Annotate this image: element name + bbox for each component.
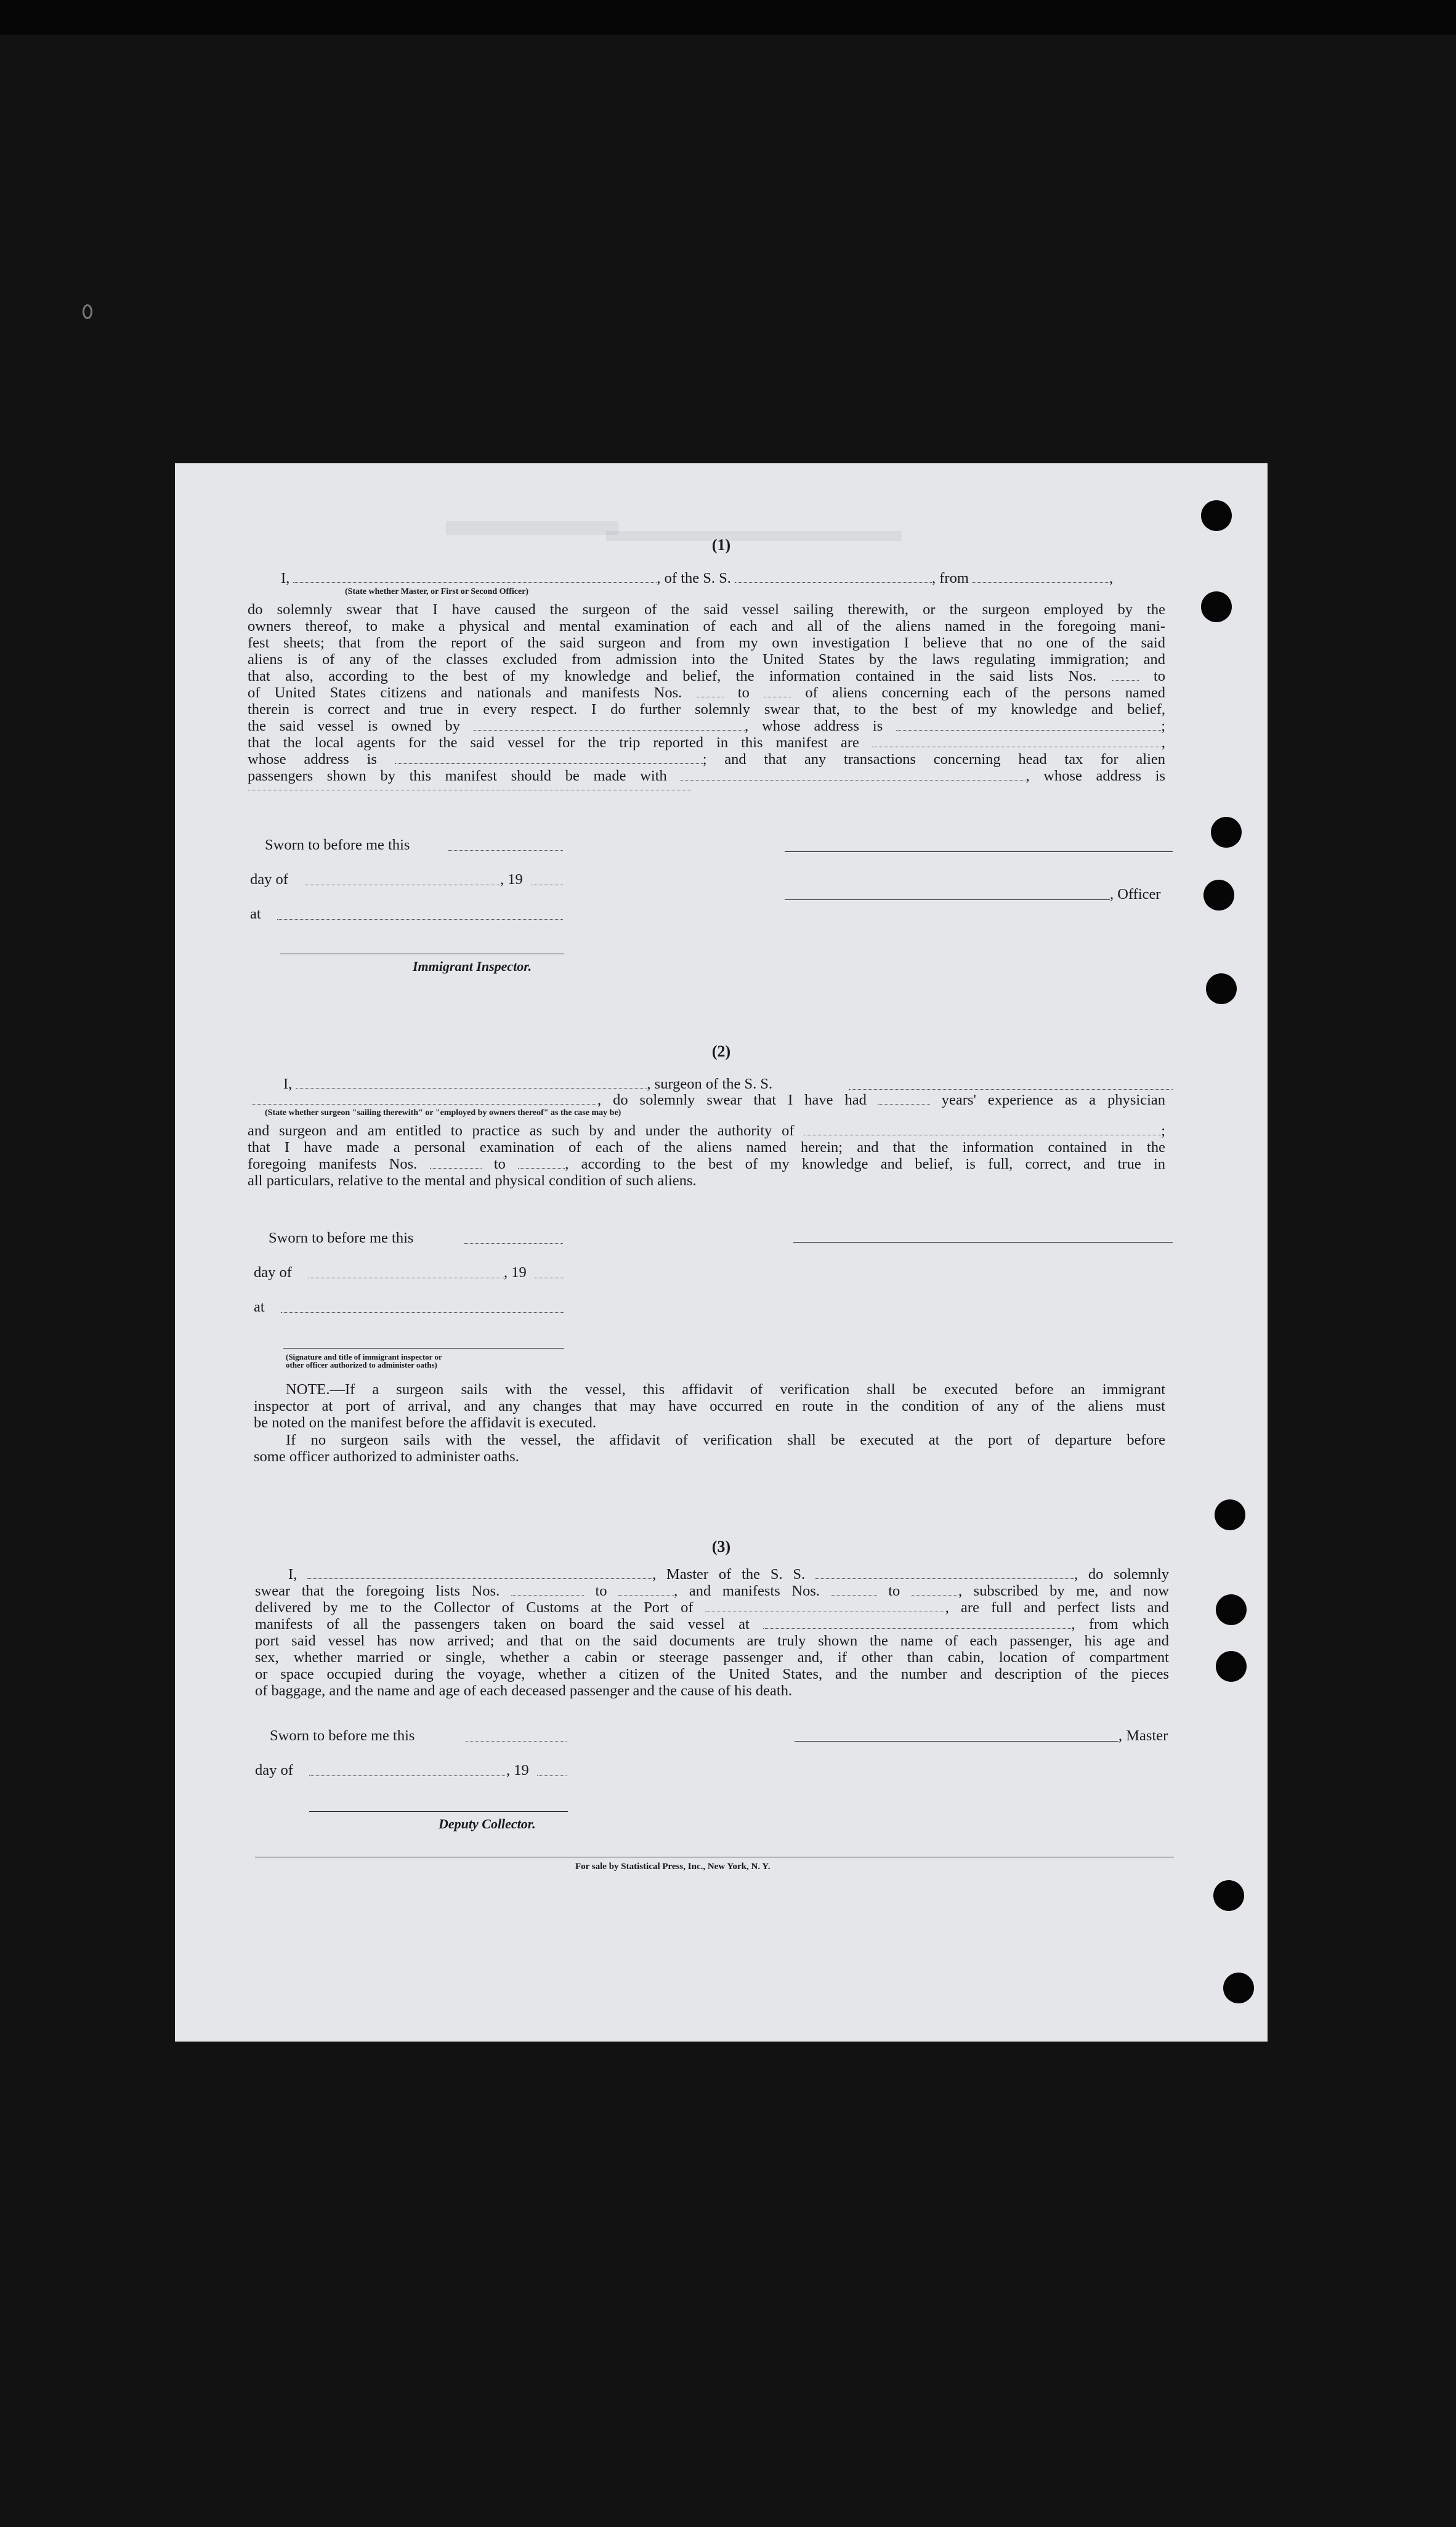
binding-hole <box>1201 591 1232 622</box>
port-field[interactable] <box>705 1599 945 1612</box>
sworn-label: Sworn to before me this <box>269 1230 414 1246</box>
field-caption: (State whether Master, or First or Second Officer) <box>345 587 529 596</box>
collector-manifests-to-field[interactable] <box>912 1583 958 1596</box>
master-lists-line: that also, according to the best of my knowledge and belief, the information contained in the said lists Nos. to <box>248 668 1165 684</box>
binding-hole <box>1211 817 1242 848</box>
surgeon-signature-line[interactable] <box>793 1242 1173 1243</box>
vessel-name-field[interactable] <box>735 570 932 583</box>
master-body-line: aliens is of any of the classes excluded from admission into the United States by the laws regulating immigration; and <box>248 651 1165 668</box>
place-field[interactable] <box>277 919 563 920</box>
headtax-agent-field[interactable] <box>681 768 1025 781</box>
sworn-label: Sworn to before me this <box>265 837 410 853</box>
master-agents-line: that the local agents for the said vessel for the trip reported in this manifest are , <box>248 734 1166 751</box>
manifests-from-field[interactable] <box>697 684 724 697</box>
bleed-through-text <box>446 521 618 535</box>
year-label: , 19 <box>506 1762 529 1779</box>
collector-lists-to-field[interactable] <box>618 1583 674 1596</box>
master-line-1: I, , of the S. S. , from , <box>281 570 1114 586</box>
years-experience-field[interactable] <box>878 1092 930 1105</box>
inspector-caption: Immigrant Inspector. <box>413 959 532 974</box>
sworn-day-field[interactable] <box>466 1741 567 1742</box>
surgeon-vessel-field[interactable] <box>849 1089 1173 1090</box>
master-body-line: fest sheets; that from the report of the said surgeon and from my own investigation I believe that no one of the said <box>248 635 1165 651</box>
surgeon-name-field[interactable] <box>296 1076 647 1089</box>
collector-manifests-from-field[interactable] <box>831 1583 877 1596</box>
master-body-line: therein is correct and true in every respect. I do further solemnly swear that, to the best of my knowledge and belief, <box>248 701 1165 718</box>
note-line: If no surgeon sails with the vessel, the affidavit of verification shall be executed at the port of departure before <box>286 1432 1165 1448</box>
surgeon-status-field[interactable] <box>253 1092 597 1105</box>
note-line: inspector at port of arrival, and any changes that may have occurred en route in the condition of any of the aliens must <box>254 1398 1165 1414</box>
master-name-field[interactable] <box>307 1566 652 1579</box>
surgeon-line-1: I, , surgeon of the S. S. <box>283 1076 773 1092</box>
day-of-label: day of <box>250 871 288 888</box>
field-caption: (Signature and title of immigrant inspector or <box>286 1352 442 1361</box>
scan-speck <box>83 304 92 319</box>
master-signature-line[interactable] <box>795 1741 1118 1742</box>
binding-hole <box>1215 1499 1245 1530</box>
owner-field[interactable] <box>474 718 745 731</box>
master-citizens-line: of United States citizens and nationals and manifests Nos. to of aliens concerning each of the persons named <box>248 684 1166 701</box>
section-number: (2) <box>711 1042 731 1060</box>
field-caption: other officer authorized to administer oaths) <box>286 1360 437 1369</box>
sworn-label: Sworn to before me this <box>270 1727 415 1744</box>
publisher-line: For sale by Statistical Press, Inc., New York, N. Y. <box>575 1862 770 1872</box>
collector-body-line: port said vessel has now arrived; and that on the said documents are truly shown the name of each passenger, his age and <box>255 1633 1169 1649</box>
binding-hole <box>1203 880 1234 911</box>
master-body-line: do solemnly swear that I have caused the surgeon of the said vessel sailing therewith, or the surgeon employed by the <box>248 601 1165 618</box>
surgeon-manifests-to-field[interactable] <box>518 1156 565 1169</box>
surgeon-authority-line: and surgeon and am entitled to practice as such by and under the authority of ; <box>248 1122 1166 1139</box>
officer-signature-line[interactable] <box>785 851 1173 852</box>
collector-body-line: of baggage, and the name and age of each deceased passenger and the cause of his death. <box>255 1682 793 1699</box>
year-field[interactable] <box>537 1775 567 1776</box>
lists-from-field[interactable] <box>1112 668 1139 681</box>
collector-vessel-field[interactable] <box>815 1566 1074 1579</box>
binding-hole <box>1216 1651 1247 1682</box>
officer-label: , Officer <box>1110 886 1161 902</box>
agents-field[interactable] <box>872 734 1162 747</box>
departure-port-field[interactable] <box>973 570 1109 583</box>
year-label: , 19 <box>500 871 523 888</box>
field-caption: (State whether surgeon "sailing therewith" or "employed by owners thereof" as the case may be) <box>265 1108 621 1117</box>
surgeon-line-2: , do solemnly swear that I have had years' experience as a physician <box>253 1092 1165 1109</box>
note-line: some officer authorized to administer oaths. <box>254 1448 519 1465</box>
master-label: , Master <box>1118 1727 1168 1744</box>
master-body-line: owners thereof, to make a physical and mental examination of each and all of the aliens named in the foregoing mani- <box>248 618 1165 635</box>
surgeon-body-line: all particulars, relative to the mental and physical condition of such aliens. <box>248 1172 697 1189</box>
deputy-signature-line[interactable] <box>309 1811 568 1812</box>
day-of-label: day of <box>254 1264 292 1281</box>
sworn-day-field[interactable] <box>448 850 563 851</box>
owner-address-field[interactable] <box>896 718 1161 731</box>
collector-line-4: manifests of all the passengers taken on board the said vessel at , from which <box>255 1616 1169 1633</box>
sworn-day-field[interactable] <box>464 1243 563 1244</box>
manifests-to-field[interactable] <box>764 684 791 697</box>
collector-line-2: swear that the foregoing lists Nos. to , and manifests Nos. to , subscribed by me, and now <box>255 1583 1170 1599</box>
day-of-label: day of <box>255 1762 293 1779</box>
surgeon-manifests-from-field[interactable] <box>430 1156 482 1169</box>
embarkation-port-field[interactable] <box>763 1616 1071 1629</box>
collector-body-line: or space occupied during the voyage, whether a citizen of the United States, and the number and description of the pieces <box>255 1666 1169 1682</box>
at-label: at <box>254 1299 265 1315</box>
scan-top-border <box>0 0 1456 34</box>
surgeon-body-line: that I have made a personal examination of each of the aliens named herein; and that the information contained in the <box>248 1139 1165 1156</box>
officer-title-line[interactable] <box>785 899 1110 900</box>
collector-lists-from-field[interactable] <box>511 1583 584 1596</box>
binding-hole <box>1201 500 1232 531</box>
note-line: NOTE.—If a surgeon sails with the vessel, this affidavit of verification shall be executed before an immigrant <box>286 1381 1165 1398</box>
authorized-officer-signature-line[interactable] <box>283 1348 564 1349</box>
section-number: (1) <box>711 536 731 554</box>
month-field[interactable] <box>309 1775 506 1776</box>
collector-body-line: sex, whether married or single, whether a cabin or steerage passenger and, if other than cabin, location of compartment <box>255 1649 1169 1666</box>
collector-line-3: delivered by me to the Collector of Customs at the Port of , are full and perfect lists and <box>255 1599 1170 1616</box>
place-field[interactable] <box>281 1312 564 1313</box>
deputy-caption: Deputy Collector. <box>439 1816 536 1831</box>
officer-name-field[interactable] <box>293 570 657 583</box>
surgeon-manifests-line: foregoing manifests Nos. to , according to the best of my knowledge and belief, is full, correct, and true in <box>248 1156 1166 1172</box>
manifest-verification-page <box>175 463 1268 2042</box>
master-owner-line: the said vessel is owned by , whose address is ; <box>248 718 1165 734</box>
master-headtax-line: passengers shown by this manifest should be made with , whose address is <box>248 768 1166 784</box>
binding-hole <box>1223 1973 1254 2003</box>
year-label: , 19 <box>504 1264 527 1281</box>
note-line: be noted on the manifest before the affidavit is executed. <box>254 1414 597 1431</box>
agents-address-field[interactable] <box>395 751 703 764</box>
authority-field[interactable] <box>804 1122 1161 1135</box>
master-agents-address-line: whose address is ; and that any transactions concerning head tax for alien <box>248 751 1166 768</box>
section-number: (3) <box>711 1538 731 1556</box>
collector-line-1: I, , Master of the S. S. , do solemnly <box>288 1566 1170 1583</box>
binding-hole <box>1213 1880 1244 1911</box>
binding-hole <box>1206 973 1237 1004</box>
at-label: at <box>250 906 261 922</box>
binding-hole <box>1216 1594 1247 1625</box>
